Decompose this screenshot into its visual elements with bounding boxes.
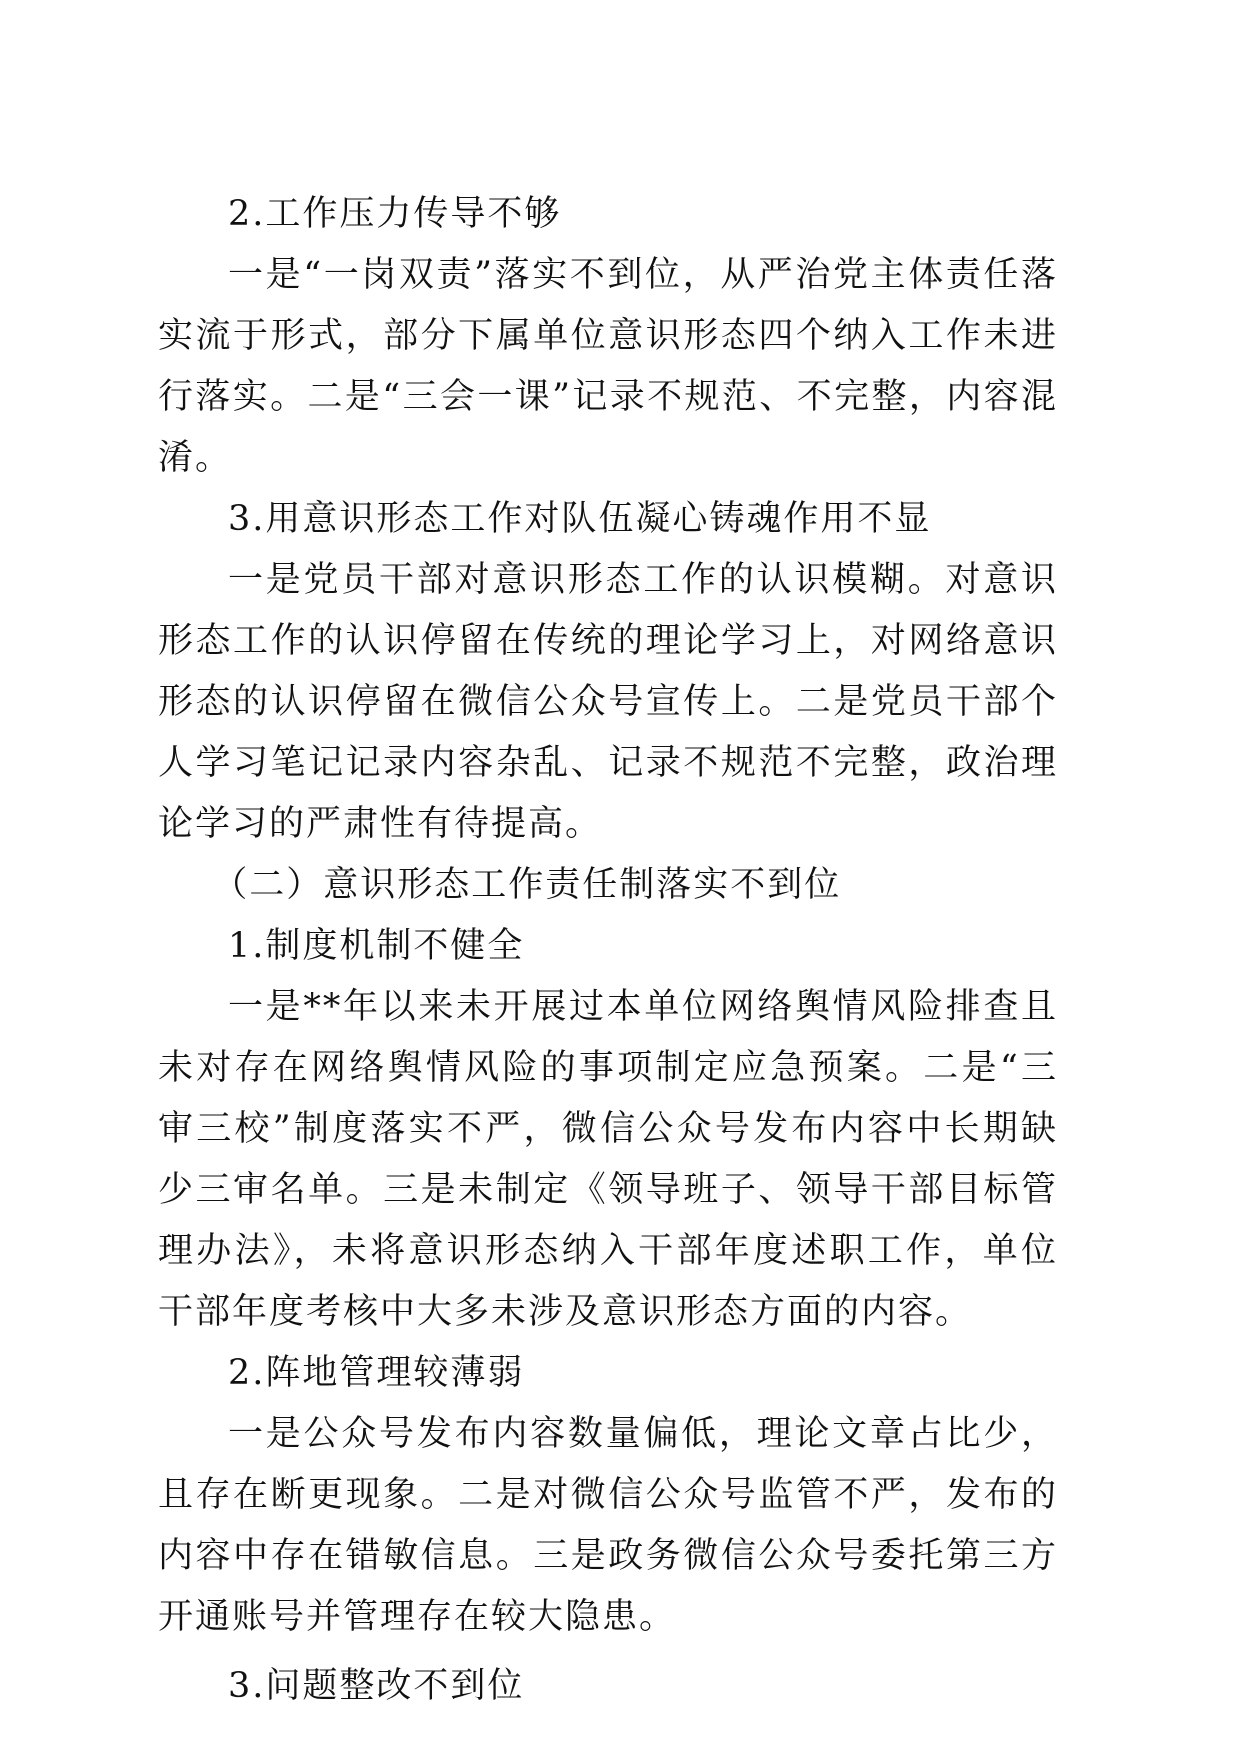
subheading-rectification: 3.问题整改不到位 <box>228 1666 525 1706</box>
subheading-team-cohesion: 3.用意识形态工作对队伍凝心铸魂作用不显 <box>228 499 932 539</box>
paragraph-institutional-mechanism: 一是**年以来未开展过本单位网络舆情风险排查且未对存在网络舆情风险的事项制定应急预案。二是“三审三校”制度落实不严，微信公众号发布内容中长期缺少三审名单。三是未制定《领导班子、领导干部目标管理办法》，未将意识形态纳入干部年度述职工作，单位干部年度考核中大多未涉及意识形态方面的内容。 <box>158 987 1058 1332</box>
paragraph-position-management: 一是公众号发布内容数量偏低，理论文章占比少，且存在断更现象。二是对微信公众号监管不严，发布的内容中存在错敏信息。三是政务微信公众号委托第三方开通账号并管理存在较大隐患。 <box>158 1414 1058 1637</box>
document-body <box>158 184 1058 1717</box>
subheading-institutional-mechanism: 1.制度机制不健全 <box>228 926 525 966</box>
paragraph-team-cohesion: 一是党员干部对意识形态工作的认识模糊。对意识形态工作的认识停留在传统的理论学习上，对网络意识形态的认识停留在微信公众号宣传上。二是党员干部个人学习笔记记录内容杂乱、记录不规范不完整，政治理论学习的严肃性有待提高。 <box>158 560 1058 844</box>
section-heading-responsibility: （二）意识形态工作责任制落实不到位 <box>212 865 842 905</box>
subheading-position-management: 2.阵地管理较薄弱 <box>228 1353 525 1393</box>
subheading-work-pressure: 2.工作压力传导不够 <box>228 194 562 234</box>
paragraph-work-pressure: 一是“一岗双责”落实不到位，从严治党主体责任落实流于形式，部分下属单位意识形态四个纳入工作未进行落实。二是“三会一课”记录不规范、不完整，内容混淆。 <box>158 255 1058 478</box>
